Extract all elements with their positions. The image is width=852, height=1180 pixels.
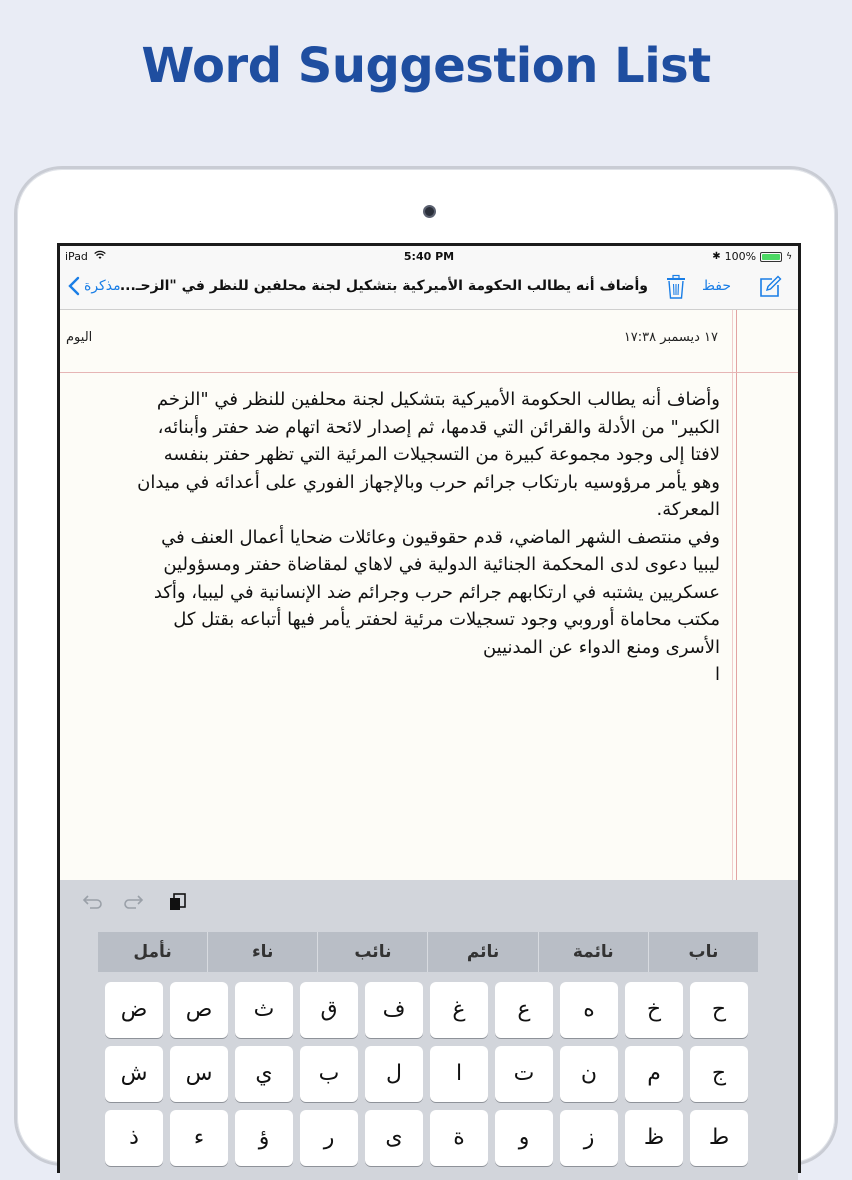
key[interactable]: ض [105, 982, 163, 1038]
note-line: الأسرى ومنع الدواء عن المدنيين [482, 636, 720, 658]
key[interactable]: ل [365, 1046, 423, 1102]
suggestion-item[interactable]: نائم [427, 932, 537, 972]
key[interactable]: ص [170, 982, 228, 1038]
key[interactable]: غ [430, 982, 488, 1038]
note-editor[interactable] [60, 310, 798, 880]
key[interactable]: ء [170, 1110, 228, 1166]
key[interactable]: ن [560, 1046, 618, 1102]
suggestion-bar [98, 932, 758, 972]
key[interactable]: ظ [625, 1110, 683, 1166]
camera-icon [423, 205, 436, 218]
note-body[interactable] [70, 386, 720, 689]
note-line: ليبيا دعوى لدى المحكمة الجنائية الدولية في لاهاي لمقاضاة حفتر ومسؤولين [163, 554, 720, 575]
status-device: iPad [65, 250, 106, 263]
battery-icon [760, 252, 782, 262]
today-label: اليوم [66, 330, 93, 345]
key-row-1 [105, 982, 748, 1038]
ipad-frame [14, 166, 838, 1166]
note-line: وفي منتصف الشهر الماضي، قدم حقوقيون وعائلات ضحايا أعمال العنف في [161, 526, 720, 548]
key[interactable]: ؤ [235, 1110, 293, 1166]
margin-line [736, 310, 737, 880]
key-row-2 [105, 1046, 748, 1102]
back-button[interactable] [68, 276, 121, 296]
header-divider [60, 372, 798, 373]
key[interactable]: ع [495, 982, 553, 1038]
key[interactable]: ا [430, 1046, 488, 1102]
key[interactable]: ز [560, 1110, 618, 1166]
note-line: وأضاف أنه يطالب الحكومة الأميركية بتشكيل لجنة محلفين للنظر في "الزخم [156, 389, 720, 410]
key[interactable]: م [625, 1046, 683, 1102]
status-right [712, 250, 792, 263]
undo-icon[interactable] [80, 892, 102, 912]
battery-percent: 100% [724, 250, 757, 263]
nav-bar [60, 266, 798, 310]
key[interactable]: ة [430, 1110, 488, 1166]
note-line: وهو يأمر مرؤوسيه بارتكاب جرائم حرب وبالإجهاز الفوري على أعدائه في ميدان [137, 471, 720, 493]
key[interactable]: ر [300, 1110, 358, 1166]
key[interactable]: س [170, 1046, 228, 1102]
charging-icon: ϟ [786, 251, 792, 262]
key[interactable]: و [495, 1110, 553, 1166]
status-time: 5:40 PM [403, 250, 455, 263]
key[interactable]: ب [300, 1046, 358, 1102]
suggestion-item[interactable]: نأمل [133, 942, 172, 962]
key[interactable]: ى [365, 1110, 423, 1166]
bluetooth-icon: ✱ [712, 251, 721, 262]
note-line: الكبير" من الأدلة والقرائن التي قدمها، ثم إصدار لائحة اتهام ضد حفتر وأبنائه، [157, 416, 720, 438]
back-label: مذكرة [84, 278, 121, 294]
note-line: المعركة. [656, 499, 720, 520]
note-line: لافتا إلى وجود مجموعة كبيرة من التسجيلات المرئية التي تظهر حفتر بنفسه [163, 444, 720, 465]
redo-icon[interactable] [124, 892, 146, 912]
key[interactable]: ي [235, 1046, 293, 1102]
keyboard [60, 880, 798, 1180]
note-line: مكتب محاماة أوروبي وجود تسجيلات مرئية لحفتر يأمر فيها أتباعه بقتل كل [173, 609, 720, 630]
suggestion-item[interactable]: ناء [207, 932, 317, 972]
key[interactable]: ه [560, 982, 618, 1038]
key[interactable]: ق [300, 982, 358, 1038]
suggestion-item[interactable]: نائمة [538, 932, 648, 972]
key-row-3 [105, 1110, 748, 1166]
note-title: وأضاف أنه يطالب الحكومة الأميركية بتشكيل لجنة محلفين للنظر في "الزحـ... [119, 278, 648, 294]
status-bar [60, 246, 798, 266]
compose-icon[interactable] [758, 275, 782, 303]
save-button[interactable]: حفظ [702, 278, 732, 294]
key[interactable]: ح [690, 982, 748, 1038]
note-line: ا [714, 664, 720, 685]
note-date: ١٧ ديسمبر ١٧:٣٨ [623, 330, 718, 345]
key[interactable]: ف [365, 982, 423, 1038]
keyboard-toolbar [80, 892, 188, 912]
promo-title: Word Suggestion List [141, 38, 711, 94]
suggestion-item[interactable]: ناب [648, 932, 758, 972]
key[interactable]: خ [625, 982, 683, 1038]
key[interactable]: ذ [105, 1110, 163, 1166]
key[interactable]: ج [690, 1046, 748, 1102]
margin-line [732, 310, 733, 880]
suggestion-item[interactable]: نائب [317, 932, 427, 972]
chevron-left-icon [68, 276, 80, 296]
trash-icon[interactable] [666, 275, 686, 303]
key[interactable]: ش [105, 1046, 163, 1102]
note-line: عسكريين يشتبه في ارتكابهم جرائم حرب وجرائم ضد الإنسانية في ليبيا، وأكد [153, 581, 720, 603]
key[interactable]: ث [235, 982, 293, 1038]
key[interactable]: ط [690, 1110, 748, 1166]
paste-icon[interactable] [168, 892, 188, 912]
key[interactable]: ت [495, 1046, 553, 1102]
screen [57, 243, 801, 1173]
